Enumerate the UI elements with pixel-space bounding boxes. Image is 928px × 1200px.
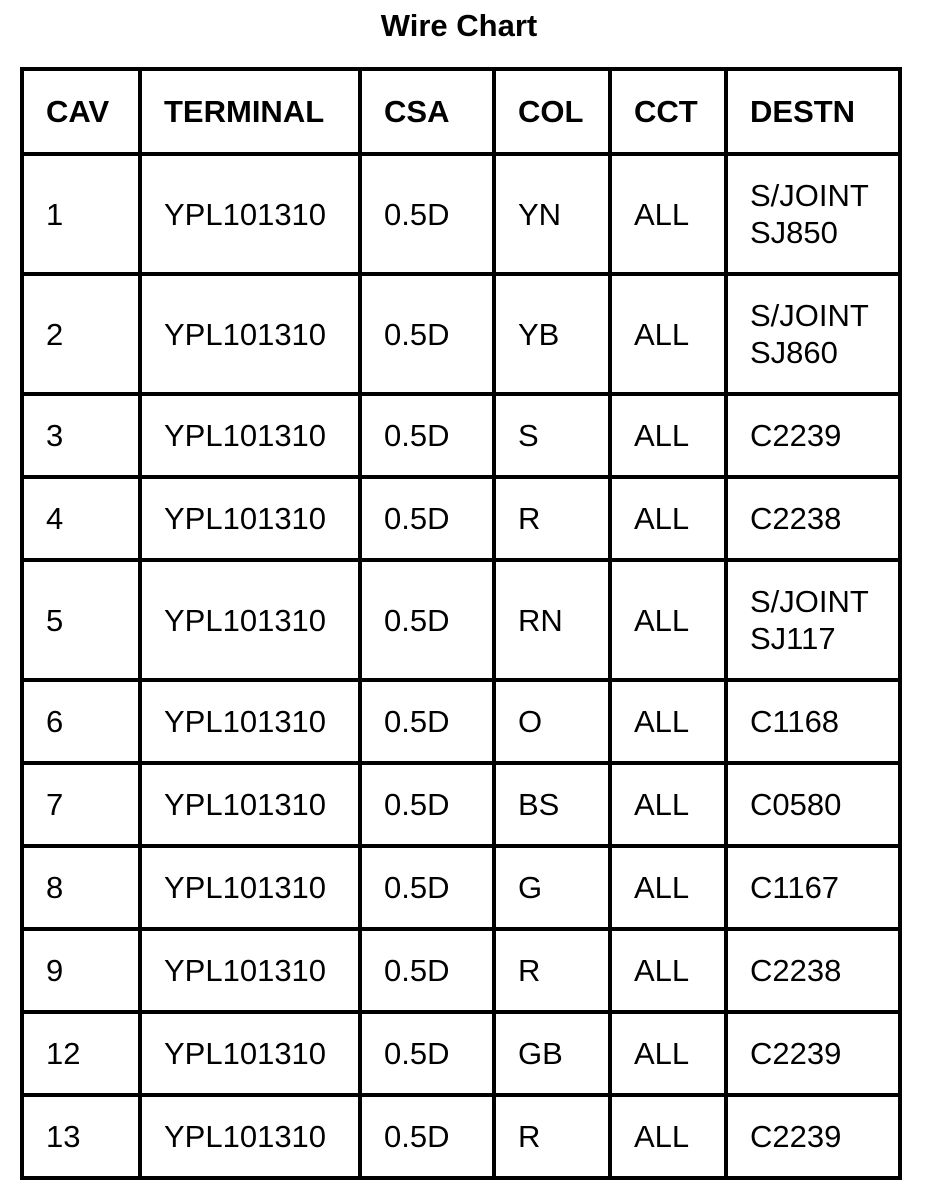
column-header-cav: CAV [22, 69, 140, 154]
cell-destn [726, 1095, 900, 1178]
cell-cav: 9 [22, 929, 140, 1012]
cell-destn [726, 680, 900, 763]
cell-destn [726, 929, 900, 1012]
cell-col: YB [494, 274, 610, 394]
cell-cct: ALL [610, 394, 726, 477]
cell-destn [726, 1012, 900, 1095]
cell-cav: 6 [22, 680, 140, 763]
cell-destn [726, 560, 900, 680]
cell-cct: ALL [610, 274, 726, 394]
cell-cav: 1 [22, 154, 140, 274]
cell-destn [726, 477, 900, 560]
table-row [22, 394, 900, 477]
cell-csa: 0.5D [360, 1012, 494, 1095]
destn-line: C2238 [750, 953, 842, 988]
cell-terminal: YPL101310 [140, 560, 360, 680]
cell-cav: 3 [22, 394, 140, 477]
cell-cct: ALL [610, 1012, 726, 1095]
cell-cct: ALL [610, 846, 726, 929]
destn-line: SJ860 [750, 335, 838, 370]
cell-cct: ALL [610, 929, 726, 1012]
cell-col: YN [494, 154, 610, 274]
destn-line: S/JOINT [750, 584, 869, 619]
cell-cct: ALL [610, 763, 726, 846]
cell-terminal: YPL101310 [140, 154, 360, 274]
cell-csa: 0.5D [360, 680, 494, 763]
cell-cct: ALL [610, 560, 726, 680]
table-row [22, 763, 900, 846]
table-row [22, 1012, 900, 1095]
cell-csa: 0.5D [360, 154, 494, 274]
cell-destn [726, 154, 900, 274]
destn-line: C0580 [750, 787, 842, 822]
cell-cct: ALL [610, 680, 726, 763]
cell-cav: 12 [22, 1012, 140, 1095]
destn-line: S/JOINT [750, 178, 869, 213]
wire-chart-table [20, 67, 902, 1180]
cell-terminal: YPL101310 [140, 1095, 360, 1178]
cell-destn [726, 274, 900, 394]
cell-csa: 0.5D [360, 929, 494, 1012]
cell-csa: 0.5D [360, 763, 494, 846]
cell-cct: ALL [610, 1095, 726, 1178]
cell-col: S [494, 394, 610, 477]
table-row [22, 154, 900, 274]
destn-line: C2239 [750, 418, 842, 453]
cell-cav: 5 [22, 560, 140, 680]
cell-csa: 0.5D [360, 560, 494, 680]
cell-col: BS [494, 763, 610, 846]
cell-col: R [494, 929, 610, 1012]
destn-line: C2239 [750, 1119, 842, 1154]
cell-destn [726, 763, 900, 846]
destn-line: C2239 [750, 1036, 842, 1071]
cell-terminal: YPL101310 [140, 763, 360, 846]
cell-cav: 7 [22, 763, 140, 846]
cell-csa: 0.5D [360, 846, 494, 929]
destn-line: C1168 [750, 704, 840, 739]
column-header-col: COL [494, 69, 610, 154]
column-header-cct: CCT [610, 69, 726, 154]
table-row [22, 846, 900, 929]
cell-terminal: YPL101310 [140, 846, 360, 929]
destn-line: SJ850 [750, 215, 838, 250]
table-row [22, 477, 900, 560]
cell-terminal: YPL101310 [140, 1012, 360, 1095]
cell-cav: 2 [22, 274, 140, 394]
cell-col: GB [494, 1012, 610, 1095]
table-row [22, 1095, 900, 1178]
cell-cct: ALL [610, 477, 726, 560]
cell-col: R [494, 477, 610, 560]
table-header-row [22, 69, 900, 154]
cell-cav: 8 [22, 846, 140, 929]
table-row [22, 680, 900, 763]
cell-col: O [494, 680, 610, 763]
table-row [22, 274, 900, 394]
cell-terminal: YPL101310 [140, 929, 360, 1012]
cell-terminal: YPL101310 [140, 680, 360, 763]
column-header-destn: DESTN [726, 69, 900, 154]
cell-destn [726, 394, 900, 477]
page-title: Wire Chart [380, 8, 538, 43]
cell-terminal: YPL101310 [140, 394, 360, 477]
table-row [22, 929, 900, 1012]
cell-col: RN [494, 560, 610, 680]
column-header-terminal: TERMINAL [140, 69, 360, 154]
cell-csa: 0.5D [360, 394, 494, 477]
cell-cct: ALL [610, 154, 726, 274]
table-row [22, 560, 900, 680]
cell-terminal: YPL101310 [140, 477, 360, 560]
cell-destn [726, 846, 900, 929]
destn-line: C1167 [750, 870, 840, 905]
cell-cav: 13 [22, 1095, 140, 1178]
cell-csa: 0.5D [360, 477, 494, 560]
destn-line: C2238 [750, 501, 842, 536]
column-header-csa: CSA [360, 69, 494, 154]
destn-line: S/JOINT [750, 298, 869, 333]
cell-csa: 0.5D [360, 274, 494, 394]
cell-col: R [494, 1095, 610, 1178]
cell-cav: 4 [22, 477, 140, 560]
cell-col: G [494, 846, 610, 929]
cell-terminal: YPL101310 [140, 274, 360, 394]
cell-csa: 0.5D [360, 1095, 494, 1178]
table-body [22, 154, 900, 1178]
destn-line: SJ117 [750, 621, 836, 656]
